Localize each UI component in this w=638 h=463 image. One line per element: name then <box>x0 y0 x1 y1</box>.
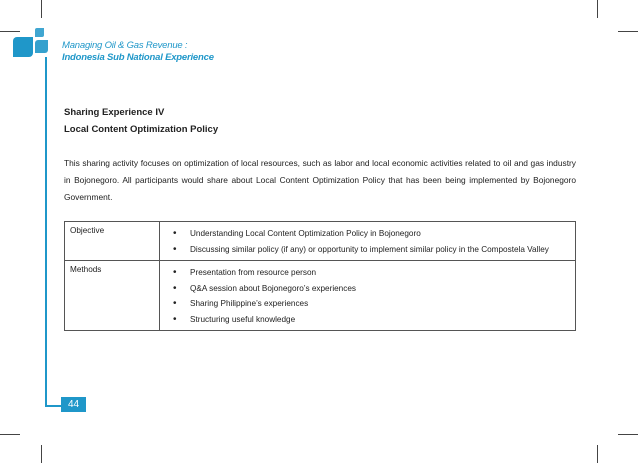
running-header-title: Managing Oil & Gas Revenue : <box>62 40 188 51</box>
section-subtitle: Local Content Optimization Policy <box>64 124 219 135</box>
row-content <box>160 222 576 261</box>
bullet-list <box>165 265 570 327</box>
crop-mark-top-right-h <box>618 31 638 32</box>
list-item: • Q&A session about Bojonegoro’s experiences <box>173 281 570 297</box>
activity-table <box>64 221 576 331</box>
crop-mark-bottom-right-h <box>618 434 638 435</box>
list-item: • Understanding Local Content Optimization Policy in Bojonegoro <box>173 226 570 242</box>
section-title: Sharing Experience IV <box>64 107 165 118</box>
logo-square-small <box>35 28 44 37</box>
side-rule-foot <box>45 405 61 407</box>
crop-mark-top-left-h <box>0 31 20 32</box>
side-rule-vertical <box>45 57 47 407</box>
table-row <box>65 222 576 261</box>
table-row <box>65 261 576 331</box>
crop-mark-bottom-left-v <box>41 445 42 463</box>
logo-square-mid <box>35 40 48 53</box>
crop-mark-bottom-left-h <box>0 434 20 435</box>
page-number-badge: 44 <box>61 397 86 412</box>
list-item: • Discussing similar policy (if any) or opportunity to implement similar policy in the Compostela Valley <box>173 242 570 258</box>
bullet-list <box>165 226 570 257</box>
crop-mark-top-left-v <box>41 0 42 18</box>
list-item: • Structuring useful knowledge <box>173 312 570 328</box>
crop-mark-top-right-v <box>597 0 598 18</box>
list-item: • Presentation from resource person <box>173 265 570 281</box>
logo-square-large <box>13 37 33 57</box>
list-item: • Sharing Philippine’s experiences <box>173 296 570 312</box>
section-paragraph: This sharing activity focuses on optimization of local resources, such as labor and local economic activities related to oil and gas industry in Bojonegoro. All participants would share about Local Content Optimization Policy that has been being implemented by Bojonegoro Government. <box>64 158 576 202</box>
row-label: Methods <box>65 261 160 331</box>
row-label: Objective <box>65 222 160 261</box>
crop-mark-bottom-right-v <box>597 445 598 463</box>
row-content <box>160 261 576 331</box>
running-header-subtitle: Indonesia Sub National Experience <box>62 52 214 63</box>
